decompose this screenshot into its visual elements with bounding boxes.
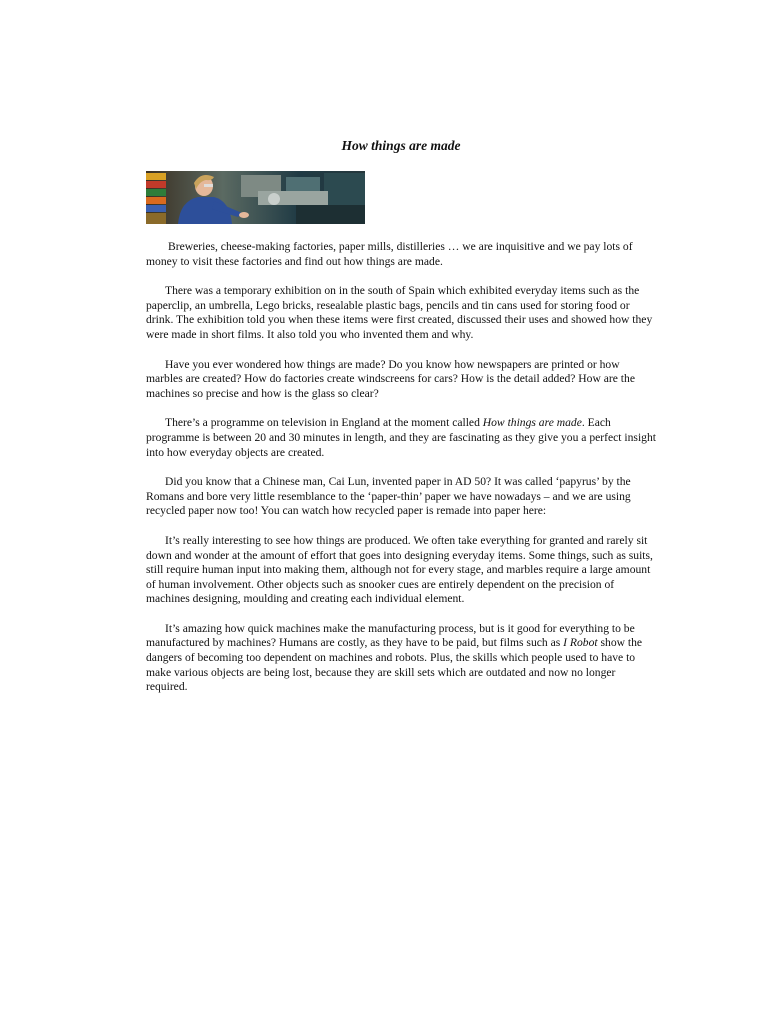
paragraph-5: Did you know that a Chinese man, Cai Lun, invented paper in AD 50? It was called ‘papyrus’ by the Romans and bore very little resemblance to the ‘paper-thin’ paper we have nowadays – and we are using recycled paper now too! You can watch how recycled paper is remade into paper here: (146, 475, 631, 518)
paragraph-6: It’s really interesting to see how things are produced. We often take everything for granted and rarely sit down and wonder at the amount of effort that goes into designing everyday items. Some things, such as suits, still require human input into making them, although not for every stage, and marbles require a large amount of human involvement. Other objects such as snooker cues are entirely dependent on the precision of machines designing, moulding and creating each individual element. (146, 533, 653, 606)
document-title: How things are made (341, 138, 461, 153)
paragraph-4-text-start: There’s a programme on television in England at the moment called (165, 416, 483, 430)
paragraph-2: There was a temporary exhibition on in the south of Spain which exhibited everyday items such as the paperclip, an umbrella, Lego bricks, resealable plastic bags, pencils and tin cans used for storing food or drink. The exhibition told you when these items were first created, discussed their uses and showed how they were made in short films. It also told you who invented them and why. (146, 284, 653, 341)
paragraph-4-text-end: . Each programme is between 20 and 30 minutes in length, and they are fascinating as they give you a perfect insight into how everyday objects are created. (146, 416, 656, 459)
paragraph-7-text-end: show the dangers of becoming too dependent on machines and robots. Plus, the skills which people used to have to make various objects are being lost, because they are skill sets which are outdated and now no longer required. (146, 636, 643, 694)
film-title-italic: I Robot (563, 636, 598, 650)
paragraph-4 (146, 416, 658, 460)
paragraph-1: Breweries, cheese-making factories, paper mills, distilleries … we are inquisitive and we pay lots of money to visit these factories and find out how things are made. (146, 240, 633, 268)
programme-title-italic: How things are made (482, 416, 582, 430)
paragraph-3: Have you ever wondered how things are made? Do you know how newspapers are printed or how marbles are created? How do factories create windscreens for cars? How is the detail added? How are the machines so precise and how is the glass so clear? (146, 357, 635, 400)
factory-worker-photo (146, 171, 365, 224)
paragraph-7-text-start: It’s amazing how quick machines make the manufacturing process, but is it good for everything to be manufactured by machines? Humans are costly, as they have to be paid, but films such as (146, 621, 635, 650)
article-body (146, 240, 658, 710)
paragraph-7 (146, 622, 658, 695)
